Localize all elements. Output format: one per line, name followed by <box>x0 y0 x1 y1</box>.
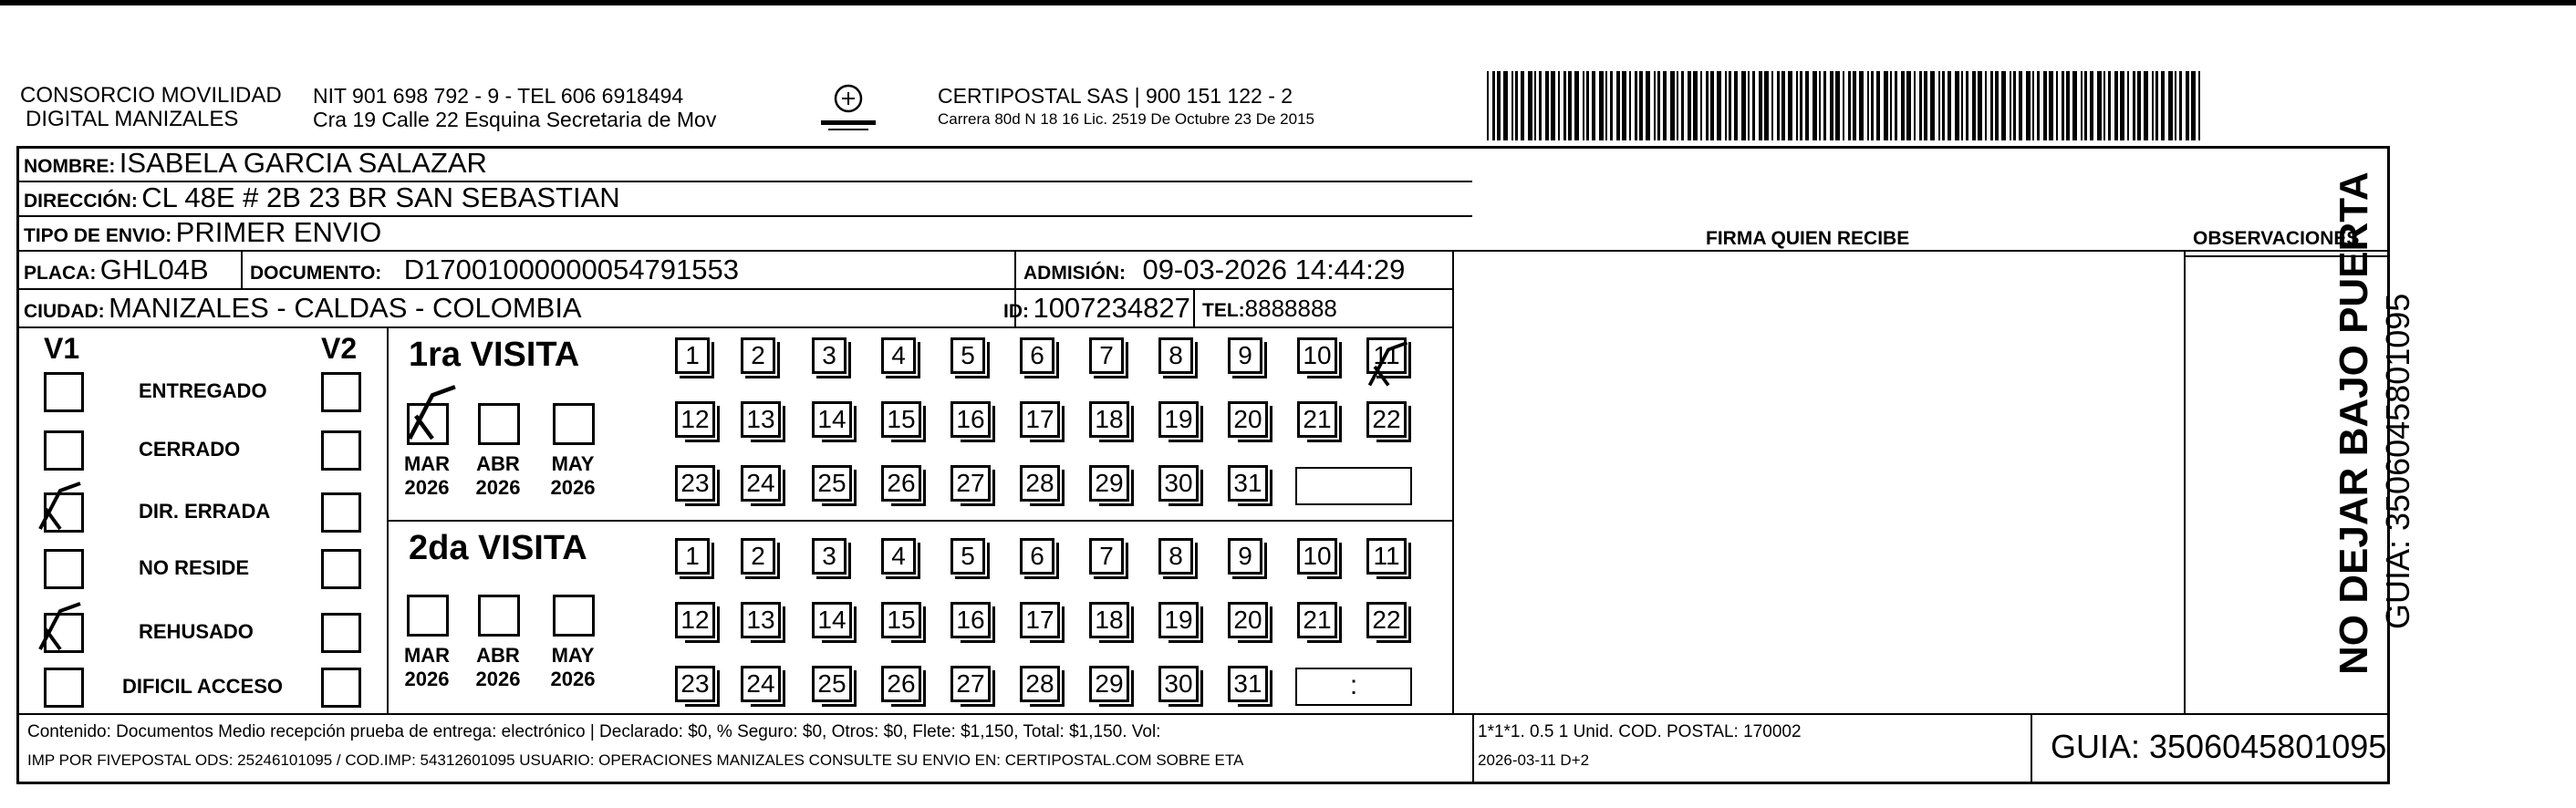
nombre-value: ISABELA GARCIA SALAZAR <box>119 147 487 179</box>
barcode-bar <box>1574 71 1579 140</box>
barcode-bar <box>1990 71 1993 140</box>
barcode-bar <box>1511 71 1513 140</box>
visit1-day-box[interactable]: 24 <box>741 465 781 502</box>
barcode-bar <box>1813 71 1817 140</box>
barcode-bar <box>1914 71 1916 140</box>
barcode-bar <box>1586 71 1589 140</box>
visit2-day-box[interactable]: 24 <box>741 666 781 702</box>
visit1-day-box[interactable]: 31 <box>1228 465 1268 502</box>
barcode-bar <box>1800 71 1802 140</box>
visit1-day-box[interactable]: 6 <box>1020 337 1054 374</box>
barcode-bar <box>2108 71 2111 140</box>
visit2-month-label: ABR 2026 <box>475 644 521 690</box>
nombre-label: NOMBRE: <box>24 156 116 177</box>
barcode-bar <box>2133 71 2135 140</box>
barcode-bar <box>1568 71 1572 140</box>
barcode-bar <box>1558 71 1560 140</box>
barcode-bar <box>1610 71 1613 140</box>
barcode-bar <box>2161 71 2165 140</box>
visit1-day-box[interactable]: 13 <box>741 401 781 438</box>
barcode-bar <box>1752 71 1755 140</box>
barcode-bar <box>1781 71 1785 140</box>
no-dejar-bajo-puerta: NO DEJAR BAJO PUERTA <box>2332 171 2376 675</box>
direccion-label: DIRECCIÓN: <box>24 191 138 212</box>
visit2-day-box[interactable]: 6 <box>1020 538 1054 575</box>
admision-row <box>1023 254 1405 292</box>
barcode-bar <box>2090 71 2093 140</box>
barcode-bar <box>2062 71 2064 140</box>
barcode-bar <box>1654 71 1656 140</box>
barcode-bar <box>2127 71 2129 140</box>
divider <box>2184 250 2186 713</box>
visit2-day-box[interactable]: 23 <box>675 666 715 702</box>
visit2-day-box[interactable]: 20 <box>1228 602 1268 638</box>
visit1-day-box[interactable]: 25 <box>812 465 852 502</box>
barcode-bar <box>2049 71 2053 140</box>
divider <box>1193 288 1195 326</box>
visit1-day-box[interactable]: 30 <box>1158 465 1199 502</box>
barcode-bar <box>2168 71 2173 140</box>
barcode-bar <box>1938 71 1940 140</box>
admision-value: 09-03-2026 14:44:29 <box>1142 254 1406 285</box>
barcode-bar <box>1688 71 1691 140</box>
barcode-bar <box>2155 71 2158 140</box>
v2-checkbox[interactable] <box>321 430 361 471</box>
placa-value: GHL04B <box>99 254 209 285</box>
barcode-bar <box>1605 71 1607 140</box>
barcode-bar <box>1835 71 1840 140</box>
barcode-bar <box>1919 71 1922 140</box>
barcode-bar <box>1961 71 1963 140</box>
visit1-month-checkbox[interactable] <box>478 403 520 445</box>
barcode-bar <box>1663 71 1667 140</box>
tel-label: TEL: <box>1202 300 1245 321</box>
visit1-month-checkbox[interactable] <box>553 403 595 445</box>
barcode-bar <box>1563 71 1566 140</box>
visit1-day-box[interactable]: 4 <box>881 337 916 374</box>
barcode-bar <box>1895 71 1897 140</box>
visit2-day-box[interactable]: 25 <box>812 666 852 702</box>
tipo-envio-label: TIPO DE ENVIO: <box>24 225 172 246</box>
visit2-day-box[interactable]: 4 <box>881 538 916 575</box>
address-line: Cra 19 Calle 22 Esquina Secretaria de Mov <box>313 108 717 131</box>
barcode-bar <box>2037 71 2040 140</box>
placa-label: PLACA: <box>24 263 97 284</box>
barcode-bar <box>1978 71 1982 140</box>
barcode-bar <box>1848 71 1851 140</box>
footer-date: 2026-03-11 D+2 <box>1478 751 1590 769</box>
barcode-bar <box>2198 71 2200 140</box>
barcode-bar <box>2056 71 2058 140</box>
visit1-day-box[interactable]: 12 <box>675 401 715 438</box>
barcode-bar <box>1830 71 1833 140</box>
visit1-day-box[interactable]: 1 <box>675 337 710 374</box>
status-label: DIR. ERRADA <box>139 500 271 523</box>
visit1-day-box[interactable]: 8 <box>1158 337 1193 374</box>
barcode-bar <box>1901 71 1905 140</box>
barcode-bar <box>1545 71 1549 140</box>
id-row <box>1003 292 1190 330</box>
barcode-bar <box>1777 71 1780 140</box>
certipostal-logo-icon <box>812 80 885 137</box>
v1-checkbox[interactable] <box>44 668 84 708</box>
guia-box: GUIA: 3506045801095 <box>2051 728 2387 765</box>
visit1-month-label: MAY 2026 <box>550 452 596 499</box>
barcode-bar <box>2026 71 2031 140</box>
visit1-day-box[interactable]: 11 <box>1366 337 1407 374</box>
nombre-row <box>24 147 487 185</box>
barcode-bar <box>1948 71 1951 140</box>
visit1-day-box[interactable]: 16 <box>950 401 991 438</box>
barcode-bar <box>1515 71 1518 140</box>
barcode-bar <box>2097 71 2102 140</box>
company-contact <box>313 84 716 131</box>
barcode-bar <box>1622 71 1626 140</box>
visit1-day-box[interactable]: 20 <box>1228 401 1268 438</box>
visit2-day-box[interactable]: 22 <box>1366 602 1407 638</box>
divider <box>241 250 243 288</box>
visit1-day-box[interactable]: 17 <box>1020 401 1060 438</box>
visit1-day-box[interactable]: 10 <box>1297 337 1337 374</box>
barcode-bar <box>1995 71 1999 140</box>
barcode-bar <box>1503 71 1508 140</box>
barcode-bar <box>2120 71 2124 140</box>
barcode-bar <box>1906 71 1911 140</box>
admision-label: ADMISIÓN: <box>1023 263 1126 284</box>
v2-checkbox[interactable] <box>321 549 361 589</box>
visit1-day-box[interactable]: 28 <box>1020 465 1060 502</box>
visit1-day-box[interactable]: 2 <box>741 337 775 374</box>
visit2-day-box[interactable]: 8 <box>1158 538 1193 575</box>
barcode-bar <box>1710 71 1714 140</box>
v1-checkbox[interactable] <box>44 372 84 412</box>
visit2-day-box[interactable]: 12 <box>675 602 715 638</box>
barcode-bar <box>1528 71 1532 140</box>
visit2-day-box[interactable]: 5 <box>950 538 985 575</box>
barcode-bar <box>1871 71 1874 140</box>
status-label: CERRADO <box>139 438 241 461</box>
visit2-month-label: MAY 2026 <box>550 644 596 690</box>
visit2-day-box[interactable]: 14 <box>812 602 852 638</box>
visit2-day-box[interactable]: 2 <box>741 538 775 575</box>
barcode-bar <box>1859 71 1864 140</box>
visit1-day-box[interactable]: 29 <box>1089 465 1129 502</box>
barcode-bar <box>2179 71 2182 140</box>
barcode-bar <box>2019 71 2022 140</box>
ciudad-row <box>24 292 582 330</box>
barcode-bar <box>1771 71 1773 140</box>
barcode-bar <box>1764 71 1769 140</box>
visit1-day-box[interactable]: 15 <box>881 401 921 438</box>
documento-label: DOCUMENTO: <box>250 263 382 284</box>
visit2-day-box[interactable]: 3 <box>812 538 847 575</box>
barcode-bar <box>1657 71 1660 140</box>
v2-checkbox[interactable] <box>321 613 361 653</box>
visit1-day-box[interactable]: 27 <box>950 465 991 502</box>
tel-value: 8888888 <box>1244 295 1337 322</box>
barcode-bar <box>1492 71 1495 140</box>
direccion-row <box>24 181 620 220</box>
visit2-day-box[interactable]: 9 <box>1228 538 1262 575</box>
barcode-bar <box>1884 71 1888 140</box>
visit2-title: 2da VISITA <box>409 529 587 567</box>
visit2-day-box[interactable]: 29 <box>1089 666 1129 702</box>
visit2-day-box[interactable]: 7 <box>1089 538 1124 575</box>
visit2-day-box[interactable]: 13 <box>741 602 781 638</box>
visit2-day-box[interactable]: 1 <box>675 538 710 575</box>
v2-label: V2 <box>321 332 358 365</box>
status-label: NO RESIDE <box>139 556 250 579</box>
status-label: DIFICIL ACCESO <box>122 675 284 698</box>
visit1-day-box[interactable]: 23 <box>675 465 715 502</box>
barcode <box>1487 71 2207 140</box>
barcode-bar <box>1930 71 1935 140</box>
barcode-bar <box>1497 71 1501 140</box>
placa-row <box>24 254 209 292</box>
barcode-bar <box>1539 71 1542 140</box>
status-label: ENTREGADO <box>139 379 267 402</box>
barcode-bar <box>2144 71 2148 140</box>
visit2-day-box[interactable]: 11 <box>1366 538 1407 575</box>
visit1-day-box[interactable]: 3 <box>812 337 847 374</box>
nit-line: NIT 901 698 792 - 9 - TEL 606 6918494 <box>313 84 684 108</box>
barcode-bar <box>1693 71 1698 140</box>
id-label: ID: <box>1003 301 1029 322</box>
visit1-day-box[interactable]: 5 <box>950 337 985 374</box>
barcode-bar <box>1796 71 1798 140</box>
signature-area[interactable] <box>1470 264 2164 702</box>
barcode-bar <box>2103 71 2105 140</box>
visit1-day-box[interactable]: 22 <box>1366 401 1407 438</box>
barcode-bar <box>1700 71 1702 140</box>
barcode-bar <box>2001 71 2006 140</box>
barcode-bar <box>1521 71 1524 140</box>
barcode-bar <box>2066 71 2070 140</box>
barcode-bar <box>2191 71 2196 140</box>
company-line2: DIGITAL MANIZALES <box>26 107 239 131</box>
v1-checkbox[interactable] <box>44 613 84 653</box>
firma-label: FIRMA QUIEN RECIBE <box>1706 228 1910 249</box>
barcode-bar <box>1985 71 1987 140</box>
barcode-bar <box>1487 71 1489 140</box>
barcode-bar <box>2175 71 2176 140</box>
barcode-bar <box>1748 71 1750 140</box>
visit2-month-checkbox[interactable] <box>553 595 595 637</box>
barcode-bar <box>1853 71 1856 140</box>
barcode-bar <box>1805 71 1809 140</box>
visit2-day-box[interactable]: 15 <box>881 602 921 638</box>
observaciones-label: OBSERVACIONES <box>2193 228 2360 249</box>
barcode-bar <box>2072 71 2077 140</box>
barcode-bar <box>2010 71 2011 140</box>
visit2-day-box[interactable]: 10 <box>1297 538 1337 575</box>
barcode-bar <box>1592 71 1595 140</box>
barcode-bar <box>2032 71 2034 140</box>
barcode-bar <box>1729 71 1731 140</box>
v1-checkbox[interactable] <box>44 492 84 533</box>
barcode-bar <box>1534 71 1536 140</box>
barcode-bar <box>2137 71 2141 140</box>
v2-checkbox[interactable] <box>321 668 361 708</box>
footer-postal: 1*1*1. 0.5 1 Unid. COD. POSTAL: 170002 <box>1478 722 1802 741</box>
barcode-bar <box>1583 71 1584 140</box>
tipo-envio-row <box>24 216 381 254</box>
visit1-month-label: ABR 2026 <box>475 452 521 499</box>
divider <box>1452 250 1454 715</box>
visit2-month-checkbox[interactable] <box>478 595 520 637</box>
barcode-bar <box>1677 71 1678 140</box>
footer-contenido: Contenido: Documentos Medio recepción prueba de entrega: electrónico | Declarado: $0, % Seguro: $0, Otros: $0, Flete: $1,150, Total: $1,150. Vol: <box>27 722 1161 741</box>
company-name <box>20 84 282 131</box>
v1-checkbox[interactable] <box>44 430 84 471</box>
barcode-bar <box>1966 71 1968 140</box>
v1-checkbox[interactable] <box>44 549 84 589</box>
visit2-day-box[interactable]: 30 <box>1158 666 1199 702</box>
tel-row <box>1202 292 1337 329</box>
v2-checkbox[interactable] <box>321 492 361 533</box>
visit2-day-box[interactable]: 27 <box>950 666 991 702</box>
barcode-bar <box>1890 71 1892 140</box>
barcode-bar <box>1823 71 1826 140</box>
visit2-day-box[interactable]: 31 <box>1228 666 1268 702</box>
barcode-bar <box>1616 71 1620 140</box>
barcode-bar <box>1843 71 1844 140</box>
barcode-bar <box>2152 71 2154 140</box>
barcode-bar <box>1670 71 1675 140</box>
top-border <box>0 0 2576 5</box>
barcode-bar <box>1717 71 1721 140</box>
visit1-day-box[interactable]: 19 <box>1158 401 1199 438</box>
courier-info <box>938 84 1314 131</box>
visit2-day-box[interactable]: 17 <box>1020 602 1060 638</box>
visit1-day-box[interactable]: 26 <box>881 465 921 502</box>
barcode-bar <box>1972 71 1976 140</box>
barcode-bar <box>1788 71 1792 140</box>
divider <box>2031 713 2032 784</box>
visit1-day-box[interactable]: 18 <box>1089 401 1129 438</box>
ciudad-value: MANIZALES - CALDAS - COLOMBIA <box>109 292 582 324</box>
visit1-month-label: MAR 2026 <box>403 452 451 499</box>
tipo-envio-value: PRIMER ENVIO <box>175 216 382 248</box>
visit1-time-box[interactable] <box>1295 467 1412 505</box>
visit2-day-box[interactable]: 16 <box>950 602 991 638</box>
visit2-time-box[interactable]: : <box>1295 668 1412 706</box>
visit2-day-box[interactable]: 26 <box>881 666 921 702</box>
barcode-bar <box>1759 71 1762 140</box>
visit2-month-checkbox[interactable] <box>407 595 449 637</box>
visit1-title: 1ra VISITA <box>409 336 580 374</box>
divider <box>1472 713 1474 784</box>
visit2-month-label: MAR 2026 <box>403 644 451 690</box>
direccion-value: CL 48E # 2B 23 BR SAN SEBASTIAN <box>141 181 620 213</box>
v2-checkbox[interactable] <box>321 372 361 412</box>
barcode-bar <box>1706 71 1709 140</box>
barcode-bar <box>2114 71 2118 140</box>
documento-value: D17001000000054791553 <box>403 254 739 285</box>
footer-imp: IMP POR FIVEPOSTAL ODS: 25246101095 / COD.IMP: 54312601095 USUARIO: OPERACIONES MANIZALES CONSULTE SU ENVIO EN: CERTIPOSTAL.COM SOBRE ETA <box>27 751 1244 769</box>
barcode-bar <box>1681 71 1684 140</box>
barcode-bar <box>1955 71 1959 140</box>
divider <box>387 520 1452 522</box>
barcode-bar <box>1639 71 1643 140</box>
barcode-bar <box>2043 71 2047 140</box>
barcode-bar <box>1942 71 1945 140</box>
company-line1: CONSORCIO MOVILIDAD <box>20 83 282 108</box>
barcode-bar <box>1867 71 1869 140</box>
barcode-bar <box>1629 71 1631 140</box>
status-label: REHUSADO <box>139 620 254 643</box>
side-guia: GUIA: 3506045801095 <box>2379 293 2416 629</box>
barcode-bar <box>1599 71 1604 140</box>
courier-line2: Carrera 80d N 18 16 Lic. 2519 De Octubre 23 De 2015 <box>938 110 1314 128</box>
barcode-bar <box>2186 71 2189 140</box>
visit1-day-box[interactable]: 9 <box>1228 337 1262 374</box>
barcode-bar <box>1734 71 1738 140</box>
barcode-bar <box>1646 71 1650 140</box>
ciudad-label: CIUDAD: <box>24 301 105 322</box>
id-value: 1007234827 <box>1033 292 1190 324</box>
barcode-bar <box>1876 71 1880 140</box>
visit1-day-box[interactable]: 14 <box>812 401 852 438</box>
visit2-day-box[interactable]: 21 <box>1297 602 1337 638</box>
visit1-day-box[interactable]: 7 <box>1089 337 1124 374</box>
barcode-bar <box>2084 71 2087 140</box>
barcode-bar <box>1741 71 1746 140</box>
visit1-month-checkbox[interactable] <box>407 403 449 445</box>
barcode-bar <box>1551 71 1555 140</box>
barcode-bar <box>1924 71 1927 140</box>
barcode-bar <box>1819 71 1821 140</box>
barcode-bar <box>1725 71 1727 140</box>
visit2-day-box[interactable]: 18 <box>1089 602 1129 638</box>
v1-label: V1 <box>44 332 80 365</box>
visit1-day-box[interactable]: 21 <box>1297 401 1337 438</box>
divider <box>16 713 2390 715</box>
barcode-bar <box>2081 71 2083 140</box>
barcode-bar <box>2013 71 2016 140</box>
documento-row <box>250 254 739 292</box>
barcode-bar <box>1635 71 1637 140</box>
courier-line1: CERTIPOSTAL SAS | 900 151 122 - 2 <box>938 84 1293 108</box>
visit2-day-box[interactable]: 19 <box>1158 602 1199 638</box>
visit2-day-box[interactable]: 28 <box>1020 666 1060 702</box>
